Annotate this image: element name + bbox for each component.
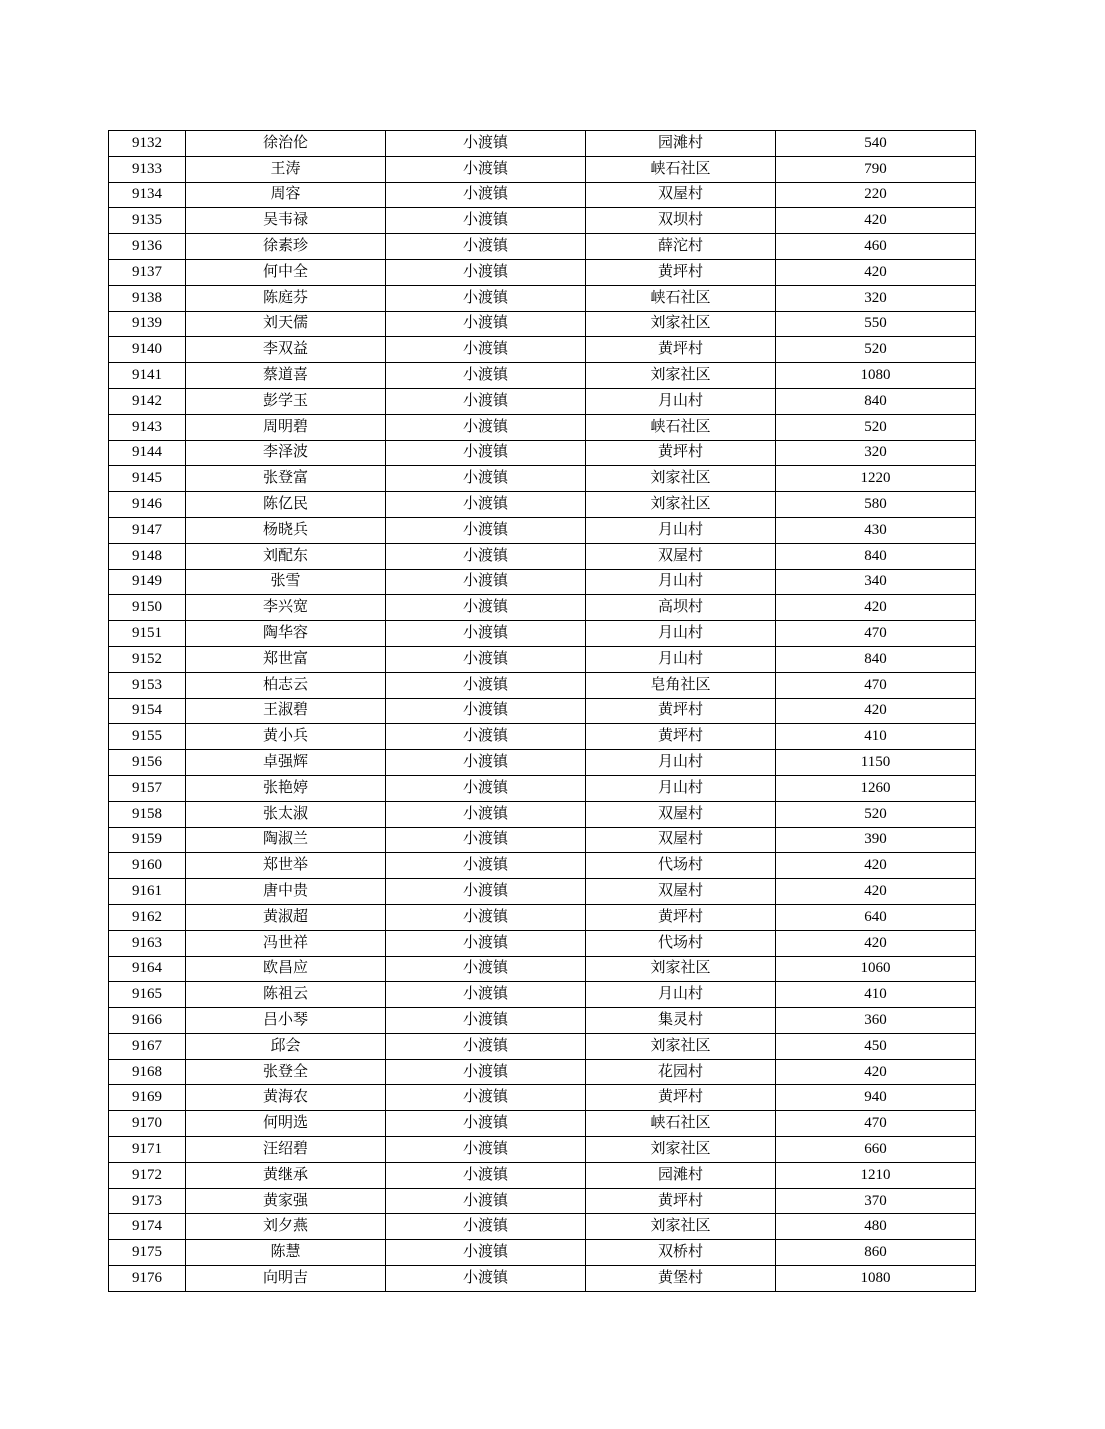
cell-town: 小渡镇 [386,801,586,827]
table-row [109,1059,976,1085]
cell-amount: 470 [776,1111,976,1137]
cell-name: 徐素珍 [186,234,386,260]
table-row [109,982,976,1008]
cell-name: 何中全 [186,259,386,285]
cell-id: 9164 [109,956,186,982]
cell-name: 刘天儒 [186,311,386,337]
cell-name: 黄家强 [186,1188,386,1214]
cell-town: 小渡镇 [386,827,586,853]
cell-amount: 360 [776,1008,976,1034]
cell-town: 小渡镇 [386,930,586,956]
cell-village: 峡石社区 [586,156,776,182]
cell-village: 黄坪村 [586,698,776,724]
table-row [109,363,976,389]
table-row [109,775,976,801]
cell-amount: 520 [776,337,976,363]
cell-village: 代场村 [586,930,776,956]
cell-town: 小渡镇 [386,956,586,982]
cell-town: 小渡镇 [386,1085,586,1111]
cell-village: 黄坪村 [586,440,776,466]
table-row [109,879,976,905]
cell-amount: 460 [776,234,976,260]
cell-amount: 1080 [776,1266,976,1292]
cell-village: 皂角社区 [586,672,776,698]
cell-name: 彭学玉 [186,388,386,414]
cell-town: 小渡镇 [386,1008,586,1034]
cell-name: 陈祖云 [186,982,386,1008]
cell-village: 黄坪村 [586,337,776,363]
cell-id: 9151 [109,621,186,647]
table-row [109,1085,976,1111]
cell-village: 月山村 [586,569,776,595]
cell-amount: 410 [776,982,976,1008]
table-row [109,1137,976,1163]
table-row [109,827,976,853]
table-row [109,285,976,311]
table-row [109,646,976,672]
cell-town: 小渡镇 [386,414,586,440]
cell-id: 9152 [109,646,186,672]
cell-town: 小渡镇 [386,1162,586,1188]
cell-amount: 420 [776,879,976,905]
cell-id: 9140 [109,337,186,363]
cell-name: 邱会 [186,1033,386,1059]
table-row [109,904,976,930]
cell-village: 峡石社区 [586,285,776,311]
cell-name: 周明碧 [186,414,386,440]
cell-name: 王涛 [186,156,386,182]
cell-town: 小渡镇 [386,466,586,492]
cell-id: 9159 [109,827,186,853]
cell-amount: 420 [776,208,976,234]
cell-id: 9173 [109,1188,186,1214]
cell-village: 月山村 [586,388,776,414]
cell-amount: 420 [776,853,976,879]
cell-amount: 1210 [776,1162,976,1188]
cell-id: 9146 [109,492,186,518]
table-row [109,853,976,879]
cell-town: 小渡镇 [386,775,586,801]
cell-amount: 790 [776,156,976,182]
cell-name: 周容 [186,182,386,208]
table-row [109,569,976,595]
cell-id: 9134 [109,182,186,208]
cell-name: 陈庭芬 [186,285,386,311]
cell-amount: 410 [776,724,976,750]
cell-town: 小渡镇 [386,672,586,698]
cell-amount: 860 [776,1240,976,1266]
cell-town: 小渡镇 [386,698,586,724]
cell-id: 9132 [109,131,186,157]
cell-amount: 420 [776,259,976,285]
cell-amount: 1260 [776,775,976,801]
table-row [109,492,976,518]
cell-village: 刘家社区 [586,311,776,337]
cell-id: 9148 [109,543,186,569]
cell-amount: 470 [776,621,976,647]
cell-amount: 840 [776,388,976,414]
cell-town: 小渡镇 [386,853,586,879]
table-row [109,750,976,776]
table-row [109,131,976,157]
cell-amount: 580 [776,492,976,518]
cell-village: 峡石社区 [586,414,776,440]
cell-name: 吕小琴 [186,1008,386,1034]
cell-amount: 320 [776,440,976,466]
cell-village: 刘家社区 [586,466,776,492]
cell-amount: 1150 [776,750,976,776]
cell-name: 柏志云 [186,672,386,698]
cell-amount: 420 [776,1059,976,1085]
cell-name: 向明吉 [186,1266,386,1292]
cell-id: 9143 [109,414,186,440]
cell-id: 9172 [109,1162,186,1188]
cell-town: 小渡镇 [386,285,586,311]
cell-id: 9147 [109,517,186,543]
table-row [109,1111,976,1137]
cell-amount: 520 [776,801,976,827]
cell-name: 郑世富 [186,646,386,672]
cell-amount: 220 [776,182,976,208]
cell-town: 小渡镇 [386,1111,586,1137]
cell-town: 小渡镇 [386,1033,586,1059]
cell-name: 何明选 [186,1111,386,1137]
table-row [109,234,976,260]
cell-town: 小渡镇 [386,182,586,208]
table-row [109,311,976,337]
table-row [109,621,976,647]
cell-village: 月山村 [586,517,776,543]
cell-village: 双坝村 [586,208,776,234]
cell-amount: 1080 [776,363,976,389]
cell-id: 9141 [109,363,186,389]
table-row [109,1266,976,1292]
cell-amount: 370 [776,1188,976,1214]
cell-village: 黄坪村 [586,904,776,930]
cell-name: 陶华容 [186,621,386,647]
table-row [109,698,976,724]
cell-name: 张雪 [186,569,386,595]
cell-name: 刘夕燕 [186,1214,386,1240]
table-row [109,801,976,827]
cell-id: 9155 [109,724,186,750]
cell-village: 黄堡村 [586,1266,776,1292]
cell-name: 张登全 [186,1059,386,1085]
cell-amount: 660 [776,1137,976,1163]
cell-town: 小渡镇 [386,879,586,905]
cell-town: 小渡镇 [386,646,586,672]
cell-id: 9139 [109,311,186,337]
table-row [109,517,976,543]
cell-id: 9144 [109,440,186,466]
table-row [109,930,976,956]
records-table [108,130,976,1292]
table-row [109,543,976,569]
cell-id: 9162 [109,904,186,930]
cell-town: 小渡镇 [386,904,586,930]
cell-village: 刘家社区 [586,363,776,389]
cell-village: 薛沱村 [586,234,776,260]
cell-amount: 420 [776,698,976,724]
cell-id: 9153 [109,672,186,698]
cell-name: 冯世祥 [186,930,386,956]
cell-town: 小渡镇 [386,724,586,750]
cell-town: 小渡镇 [386,1214,586,1240]
cell-village: 黄坪村 [586,1085,776,1111]
cell-town: 小渡镇 [386,492,586,518]
cell-id: 9142 [109,388,186,414]
cell-name: 黄淑超 [186,904,386,930]
cell-name: 吴韦禄 [186,208,386,234]
table-row [109,466,976,492]
table-row [109,182,976,208]
cell-town: 小渡镇 [386,621,586,647]
cell-id: 9157 [109,775,186,801]
cell-amount: 1220 [776,466,976,492]
cell-village: 双屋村 [586,827,776,853]
table-row [109,672,976,698]
cell-name: 黄海农 [186,1085,386,1111]
cell-village: 集灵村 [586,1008,776,1034]
cell-name: 陈亿民 [186,492,386,518]
cell-id: 9156 [109,750,186,776]
cell-village: 双屋村 [586,801,776,827]
table-row [109,414,976,440]
cell-town: 小渡镇 [386,569,586,595]
cell-village: 月山村 [586,621,776,647]
cell-amount: 840 [776,543,976,569]
cell-amount: 390 [776,827,976,853]
cell-name: 黄小兵 [186,724,386,750]
cell-name: 汪绍碧 [186,1137,386,1163]
cell-village: 月山村 [586,646,776,672]
cell-name: 黄继承 [186,1162,386,1188]
cell-village: 园滩村 [586,131,776,157]
cell-town: 小渡镇 [386,208,586,234]
cell-id: 9137 [109,259,186,285]
cell-village: 黄坪村 [586,724,776,750]
cell-town: 小渡镇 [386,311,586,337]
table-row [109,208,976,234]
cell-name: 刘配东 [186,543,386,569]
cell-amount: 470 [776,672,976,698]
cell-village: 双屋村 [586,543,776,569]
cell-name: 唐中贵 [186,879,386,905]
cell-id: 9165 [109,982,186,1008]
cell-amount: 640 [776,904,976,930]
cell-name: 欧昌应 [186,956,386,982]
cell-name: 郑世举 [186,853,386,879]
cell-village: 刘家社区 [586,956,776,982]
table-row [109,956,976,982]
cell-id: 9136 [109,234,186,260]
table-row [109,1162,976,1188]
table-row [109,259,976,285]
cell-name: 张登富 [186,466,386,492]
cell-amount: 840 [776,646,976,672]
cell-id: 9145 [109,466,186,492]
cell-name: 陶淑兰 [186,827,386,853]
cell-name: 卓强辉 [186,750,386,776]
cell-amount: 940 [776,1085,976,1111]
cell-id: 9167 [109,1033,186,1059]
cell-amount: 420 [776,595,976,621]
cell-town: 小渡镇 [386,517,586,543]
cell-name: 王淑碧 [186,698,386,724]
table-row [109,1008,976,1034]
cell-amount: 420 [776,930,976,956]
cell-town: 小渡镇 [386,543,586,569]
cell-amount: 520 [776,414,976,440]
cell-id: 9135 [109,208,186,234]
cell-village: 花园村 [586,1059,776,1085]
cell-village: 刘家社区 [586,1214,776,1240]
cell-town: 小渡镇 [386,982,586,1008]
cell-name: 李泽波 [186,440,386,466]
table-row [109,388,976,414]
cell-village: 月山村 [586,750,776,776]
cell-village: 高坝村 [586,595,776,621]
cell-id: 9150 [109,595,186,621]
cell-id: 9176 [109,1266,186,1292]
cell-name: 张艳婷 [186,775,386,801]
cell-id: 9170 [109,1111,186,1137]
table-row [109,724,976,750]
cell-id: 9174 [109,1214,186,1240]
cell-name: 李兴宽 [186,595,386,621]
cell-id: 9133 [109,156,186,182]
table-row [109,337,976,363]
cell-id: 9161 [109,879,186,905]
table-row [109,1240,976,1266]
cell-town: 小渡镇 [386,595,586,621]
cell-town: 小渡镇 [386,337,586,363]
cell-amount: 550 [776,311,976,337]
cell-town: 小渡镇 [386,388,586,414]
cell-amount: 430 [776,517,976,543]
table-row [109,440,976,466]
cell-town: 小渡镇 [386,234,586,260]
table-row [109,1214,976,1240]
cell-town: 小渡镇 [386,750,586,776]
cell-id: 9171 [109,1137,186,1163]
cell-id: 9138 [109,285,186,311]
cell-village: 黄坪村 [586,1188,776,1214]
cell-amount: 540 [776,131,976,157]
cell-village: 黄坪村 [586,259,776,285]
cell-id: 9163 [109,930,186,956]
cell-id: 9158 [109,801,186,827]
cell-amount: 450 [776,1033,976,1059]
cell-id: 9149 [109,569,186,595]
cell-village: 月山村 [586,775,776,801]
cell-village: 峡石社区 [586,1111,776,1137]
cell-id: 9169 [109,1085,186,1111]
cell-town: 小渡镇 [386,156,586,182]
cell-town: 小渡镇 [386,363,586,389]
cell-amount: 320 [776,285,976,311]
cell-id: 9166 [109,1008,186,1034]
cell-id: 9168 [109,1059,186,1085]
cell-amount: 480 [776,1214,976,1240]
cell-village: 园滩村 [586,1162,776,1188]
cell-village: 双屋村 [586,182,776,208]
cell-town: 小渡镇 [386,1240,586,1266]
cell-village: 双桥村 [586,1240,776,1266]
records-table-body [109,131,976,1292]
cell-village: 代场村 [586,853,776,879]
cell-town: 小渡镇 [386,1266,586,1292]
cell-town: 小渡镇 [386,1059,586,1085]
cell-town: 小渡镇 [386,1137,586,1163]
cell-village: 双屋村 [586,879,776,905]
table-row [109,595,976,621]
cell-village: 月山村 [586,982,776,1008]
cell-town: 小渡镇 [386,440,586,466]
cell-town: 小渡镇 [386,131,586,157]
cell-village: 刘家社区 [586,492,776,518]
table-row [109,156,976,182]
table-row [109,1033,976,1059]
cell-name: 张太淑 [186,801,386,827]
cell-id: 9160 [109,853,186,879]
cell-village: 刘家社区 [586,1033,776,1059]
cell-name: 蔡道喜 [186,363,386,389]
cell-name: 陈慧 [186,1240,386,1266]
cell-village: 刘家社区 [586,1137,776,1163]
cell-name: 李双益 [186,337,386,363]
cell-name: 杨晓兵 [186,517,386,543]
cell-name: 徐治伦 [186,131,386,157]
cell-amount: 1060 [776,956,976,982]
cell-amount: 340 [776,569,976,595]
cell-town: 小渡镇 [386,259,586,285]
cell-id: 9175 [109,1240,186,1266]
cell-town: 小渡镇 [386,1188,586,1214]
table-row [109,1188,976,1214]
cell-id: 9154 [109,698,186,724]
